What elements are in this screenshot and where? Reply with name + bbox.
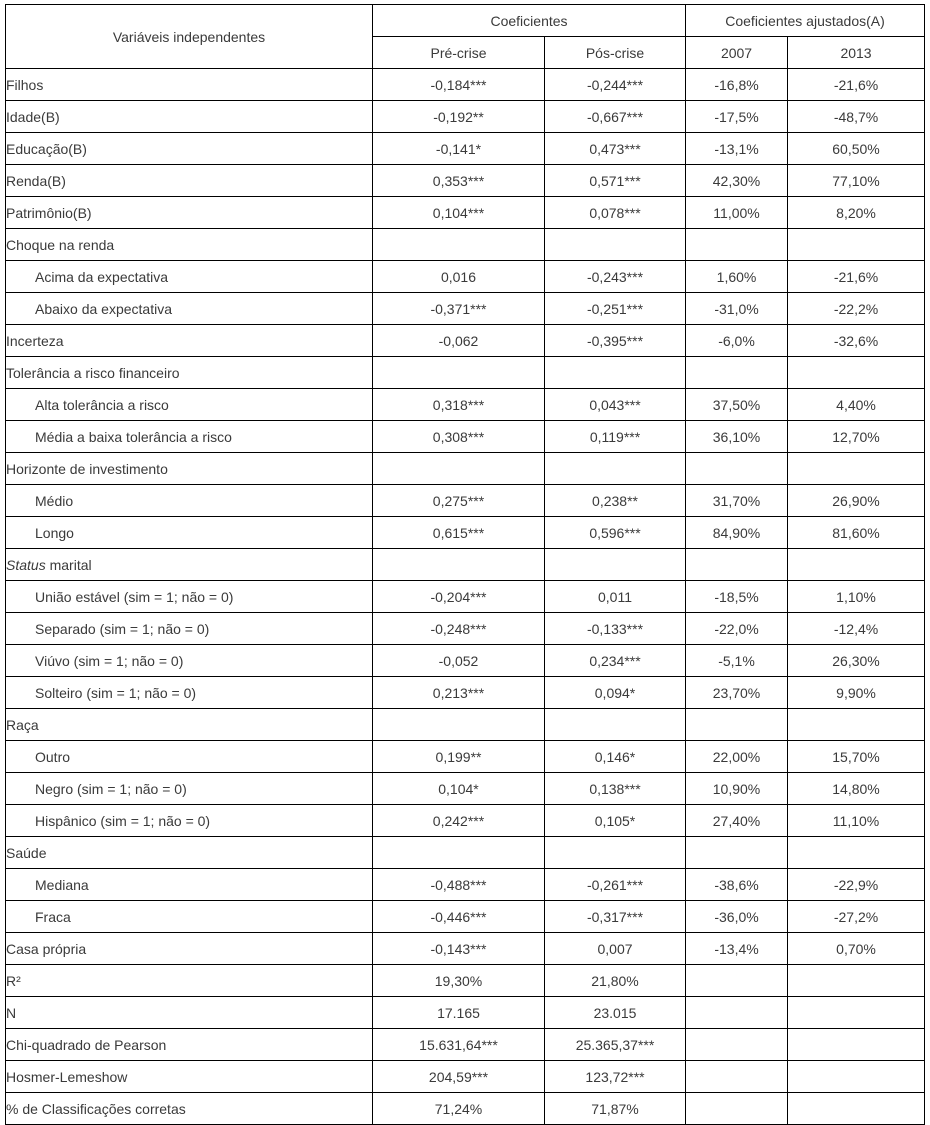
table-row bbox=[6, 997, 925, 1029]
pre-crise-value-cell bbox=[373, 709, 545, 741]
pos-crise-value-cell bbox=[545, 229, 686, 261]
pre-crise-value-cell: -0,446*** bbox=[373, 901, 545, 933]
pre-crise-value-cell bbox=[373, 229, 545, 261]
table-row bbox=[6, 1093, 925, 1125]
variable-label: Viúvo (sim = 1; não = 0) bbox=[35, 652, 184, 669]
adjusted-2007-value-cell: -5,1% bbox=[686, 645, 788, 677]
table-row bbox=[6, 613, 925, 645]
header-group-coeficientes: Coeficientes bbox=[373, 5, 686, 37]
adjusted-2013-value-cell bbox=[788, 965, 925, 997]
adjusted-2013-value-cell bbox=[788, 1029, 925, 1061]
pos-crise-value-cell: 71,87% bbox=[545, 1093, 686, 1125]
pos-crise-value-cell bbox=[545, 549, 686, 581]
adjusted-2013-value-cell: -12,4% bbox=[788, 613, 925, 645]
variable-label-cell bbox=[6, 805, 373, 837]
variable-label: Solteiro (sim = 1; não = 0) bbox=[35, 684, 197, 701]
table-row bbox=[6, 133, 925, 165]
variable-label: Choque na renda bbox=[6, 236, 115, 253]
adjusted-2013-value-cell: 60,50% bbox=[788, 133, 925, 165]
variable-label-cell bbox=[6, 1029, 373, 1061]
variable-label: União estável (sim = 1; não = 0) bbox=[35, 588, 234, 605]
adjusted-2013-value-cell: 4,40% bbox=[788, 389, 925, 421]
header-2007: 2007 bbox=[686, 37, 788, 69]
variable-label: Mediana bbox=[35, 876, 89, 893]
adjusted-2007-value-cell: 27,40% bbox=[686, 805, 788, 837]
pre-crise-value-cell: 0,308*** bbox=[373, 421, 545, 453]
adjusted-2007-value-cell bbox=[686, 229, 788, 261]
variable-label: Filhos bbox=[6, 76, 44, 93]
pre-crise-value-cell: 71,24% bbox=[373, 1093, 545, 1125]
pos-crise-value-cell: -0,261*** bbox=[545, 869, 686, 901]
pos-crise-value-cell: -0,251*** bbox=[545, 293, 686, 325]
variable-label: % de Classificações corretas bbox=[6, 1100, 186, 1117]
variable-label-cell bbox=[6, 613, 373, 645]
pre-crise-value-cell bbox=[373, 549, 545, 581]
adjusted-2013-value-cell: -21,6% bbox=[788, 261, 925, 293]
header-variaveis-independentes: Variáveis independentes bbox=[6, 5, 373, 69]
pre-crise-value-cell: 0,104* bbox=[373, 773, 545, 805]
variable-label: Tolerância a risco financeiro bbox=[6, 364, 180, 381]
pos-crise-value-cell: 0,571*** bbox=[545, 165, 686, 197]
regression-results-table bbox=[5, 4, 925, 1125]
table-row bbox=[6, 1061, 925, 1093]
variable-label-cell bbox=[6, 101, 373, 133]
adjusted-2007-value-cell: 42,30% bbox=[686, 165, 788, 197]
pre-crise-value-cell: 0,016 bbox=[373, 261, 545, 293]
variable-label-cell bbox=[6, 933, 373, 965]
variable-label: Chi-quadrado de Pearson bbox=[6, 1036, 167, 1053]
pre-crise-value-cell: 0,213*** bbox=[373, 677, 545, 709]
adjusted-2007-value-cell: -38,6% bbox=[686, 869, 788, 901]
adjusted-2007-value-cell: 1,60% bbox=[686, 261, 788, 293]
table-row bbox=[6, 581, 925, 613]
pre-crise-value-cell: -0,052 bbox=[373, 645, 545, 677]
pre-crise-value-cell: 0,242*** bbox=[373, 805, 545, 837]
pos-crise-value-cell: 0,146* bbox=[545, 741, 686, 773]
adjusted-2013-value-cell: 12,70% bbox=[788, 421, 925, 453]
adjusted-2007-value-cell bbox=[686, 1093, 788, 1125]
adjusted-2013-value-cell: 77,10% bbox=[788, 165, 925, 197]
variable-label: Outro bbox=[35, 748, 71, 765]
pos-crise-value-cell: -0,395*** bbox=[545, 325, 686, 357]
table-row bbox=[6, 965, 925, 997]
variable-label-cell bbox=[6, 293, 373, 325]
table-row bbox=[6, 933, 925, 965]
pre-crise-value-cell: 0,353*** bbox=[373, 165, 545, 197]
table-row bbox=[6, 325, 925, 357]
variable-label-cell bbox=[6, 517, 373, 549]
pos-crise-value-cell: 0,007 bbox=[545, 933, 686, 965]
variable-label-cell bbox=[6, 549, 373, 581]
adjusted-2013-value-cell: 81,60% bbox=[788, 517, 925, 549]
variable-label: Incerteza bbox=[6, 332, 64, 349]
variable-label-cell bbox=[6, 261, 373, 293]
adjusted-2007-value-cell: 84,90% bbox=[686, 517, 788, 549]
table-row bbox=[6, 741, 925, 773]
table-row bbox=[6, 69, 925, 101]
adjusted-2013-value-cell bbox=[788, 229, 925, 261]
table-row bbox=[6, 869, 925, 901]
adjusted-2013-value-cell: 9,90% bbox=[788, 677, 925, 709]
pre-crise-value-cell: 0,199** bbox=[373, 741, 545, 773]
adjusted-2007-value-cell: 11,00% bbox=[686, 197, 788, 229]
pos-crise-value-cell: 0,078*** bbox=[545, 197, 686, 229]
table-row bbox=[6, 837, 925, 869]
table-row bbox=[6, 773, 925, 805]
adjusted-2013-value-cell: 1,10% bbox=[788, 581, 925, 613]
pos-crise-value-cell: 0,011 bbox=[545, 581, 686, 613]
variable-label-cell bbox=[6, 581, 373, 613]
adjusted-2007-value-cell: -17,5% bbox=[686, 101, 788, 133]
adjusted-2007-value-cell bbox=[686, 709, 788, 741]
adjusted-2013-value-cell bbox=[788, 549, 925, 581]
table-row bbox=[6, 101, 925, 133]
adjusted-2007-value-cell bbox=[686, 1061, 788, 1093]
pos-crise-value-cell bbox=[545, 357, 686, 389]
pre-crise-value-cell: 15.631,64*** bbox=[373, 1029, 545, 1061]
pre-crise-value-cell: -0,248*** bbox=[373, 613, 545, 645]
adjusted-2013-value-cell bbox=[788, 453, 925, 485]
pre-crise-value-cell bbox=[373, 837, 545, 869]
pre-crise-value-cell: 19,30% bbox=[373, 965, 545, 997]
variable-label-cell bbox=[6, 741, 373, 773]
variable-label: Educação(B) bbox=[6, 140, 87, 157]
adjusted-2013-value-cell: -27,2% bbox=[788, 901, 925, 933]
pos-crise-value-cell: -0,243*** bbox=[545, 261, 686, 293]
pos-crise-value-cell: -0,133*** bbox=[545, 613, 686, 645]
adjusted-2007-value-cell: -18,5% bbox=[686, 581, 788, 613]
adjusted-2013-value-cell: -32,6% bbox=[788, 325, 925, 357]
adjusted-2013-value-cell bbox=[788, 1093, 925, 1125]
pos-crise-value-cell: 0,094* bbox=[545, 677, 686, 709]
header-pre-crise: Pré-crise bbox=[373, 37, 545, 69]
adjusted-2007-value-cell: -36,0% bbox=[686, 901, 788, 933]
adjusted-2007-value-cell: -31,0% bbox=[686, 293, 788, 325]
pos-crise-value-cell: 0,234*** bbox=[545, 645, 686, 677]
table-row bbox=[6, 453, 925, 485]
adjusted-2007-value-cell bbox=[686, 549, 788, 581]
table-row bbox=[6, 1029, 925, 1061]
pos-crise-value-cell: 0,238** bbox=[545, 485, 686, 517]
table-row bbox=[6, 517, 925, 549]
variable-label: Média a baixa tolerância a risco bbox=[35, 428, 232, 445]
pre-crise-value-cell: -0,184*** bbox=[373, 69, 545, 101]
variable-label-cell bbox=[6, 453, 373, 485]
adjusted-2013-value-cell: 15,70% bbox=[788, 741, 925, 773]
table-row bbox=[6, 293, 925, 325]
adjusted-2007-value-cell: -13,4% bbox=[686, 933, 788, 965]
table-row bbox=[6, 805, 925, 837]
variable-label-cell bbox=[6, 357, 373, 389]
adjusted-2013-value-cell: -22,2% bbox=[788, 293, 925, 325]
pos-crise-value-cell: 21,80% bbox=[545, 965, 686, 997]
adjusted-2013-value-cell: -21,6% bbox=[788, 69, 925, 101]
adjusted-2013-value-cell: 14,80% bbox=[788, 773, 925, 805]
table-row bbox=[6, 709, 925, 741]
pre-crise-value-cell: -0,204*** bbox=[373, 581, 545, 613]
adjusted-2007-value-cell bbox=[686, 965, 788, 997]
pos-crise-value-cell: -0,667*** bbox=[545, 101, 686, 133]
pos-crise-value-cell: 0,043*** bbox=[545, 389, 686, 421]
table-row bbox=[6, 485, 925, 517]
adjusted-2007-value-cell bbox=[686, 1029, 788, 1061]
adjusted-2007-value-cell bbox=[686, 837, 788, 869]
variable-label-cell bbox=[6, 997, 373, 1029]
variable-label: Fraca bbox=[35, 908, 71, 925]
adjusted-2007-value-cell: 37,50% bbox=[686, 389, 788, 421]
variable-label: Hispânico (sim = 1; não = 0) bbox=[35, 812, 211, 829]
variable-label-cell bbox=[6, 389, 373, 421]
pos-crise-value-cell bbox=[545, 453, 686, 485]
adjusted-2013-value-cell: -48,7% bbox=[788, 101, 925, 133]
variable-label: Renda(B) bbox=[6, 172, 66, 189]
header-group-coeficientes-ajustados: Coeficientes ajustados(A) bbox=[686, 5, 925, 37]
adjusted-2007-value-cell: 36,10% bbox=[686, 421, 788, 453]
table-row bbox=[6, 549, 925, 581]
variable-label: R² bbox=[6, 972, 21, 989]
variable-label-cell bbox=[6, 773, 373, 805]
table-row bbox=[6, 165, 925, 197]
table-row bbox=[6, 645, 925, 677]
adjusted-2013-value-cell bbox=[788, 1061, 925, 1093]
adjusted-2007-value-cell bbox=[686, 357, 788, 389]
adjusted-2013-value-cell: 26,30% bbox=[788, 645, 925, 677]
pre-crise-value-cell: 0,318*** bbox=[373, 389, 545, 421]
variable-label-cell bbox=[6, 133, 373, 165]
table-body bbox=[6, 69, 925, 1125]
variable-label: Horizonte de investimento bbox=[6, 460, 168, 477]
adjusted-2007-value-cell: 23,70% bbox=[686, 677, 788, 709]
table-row bbox=[6, 229, 925, 261]
adjusted-2007-value-cell: -22,0% bbox=[686, 613, 788, 645]
variable-label-cell bbox=[6, 1093, 373, 1125]
variable-label: Casa própria bbox=[6, 940, 87, 957]
variable-label: Separado (sim = 1; não = 0) bbox=[35, 620, 210, 637]
pre-crise-value-cell bbox=[373, 453, 545, 485]
adjusted-2013-value-cell: 26,90% bbox=[788, 485, 925, 517]
variable-label-cell bbox=[6, 1061, 373, 1093]
adjusted-2013-value-cell bbox=[788, 997, 925, 1029]
variable-label: N bbox=[6, 1004, 17, 1021]
pre-crise-value-cell bbox=[373, 357, 545, 389]
pre-crise-value-cell: -0,192** bbox=[373, 101, 545, 133]
pre-crise-value-cell: -0,488*** bbox=[373, 869, 545, 901]
table-row bbox=[6, 261, 925, 293]
variable-label: Negro (sim = 1; não = 0) bbox=[35, 780, 187, 797]
pos-crise-value-cell: 123,72*** bbox=[545, 1061, 686, 1093]
adjusted-2007-value-cell: 10,90% bbox=[686, 773, 788, 805]
pre-crise-value-cell: 204,59*** bbox=[373, 1061, 545, 1093]
adjusted-2013-value-cell: 11,10% bbox=[788, 805, 925, 837]
pos-crise-value-cell: -0,244*** bbox=[545, 69, 686, 101]
variable-label-cell bbox=[6, 197, 373, 229]
pos-crise-value-cell: 0,105* bbox=[545, 805, 686, 837]
variable-label: Saúde bbox=[6, 844, 47, 861]
header-2013: 2013 bbox=[788, 37, 925, 69]
adjusted-2013-value-cell bbox=[788, 837, 925, 869]
pos-crise-value-cell bbox=[545, 709, 686, 741]
variable-label-cell bbox=[6, 645, 373, 677]
variable-label-italic: Status bbox=[6, 556, 46, 573]
adjusted-2007-value-cell: -16,8% bbox=[686, 69, 788, 101]
pos-crise-value-cell: 0,138*** bbox=[545, 773, 686, 805]
pre-crise-value-cell: -0,371*** bbox=[373, 293, 545, 325]
adjusted-2007-value-cell bbox=[686, 453, 788, 485]
pre-crise-value-cell: -0,141* bbox=[373, 133, 545, 165]
pos-crise-value-cell bbox=[545, 837, 686, 869]
pos-crise-value-cell: 0,473*** bbox=[545, 133, 686, 165]
variable-label-cell bbox=[6, 485, 373, 517]
variable-label: Acima da expectativa bbox=[35, 268, 169, 285]
adjusted-2007-value-cell: 22,00% bbox=[686, 741, 788, 773]
adjusted-2007-value-cell bbox=[686, 997, 788, 1029]
variable-label: marital bbox=[45, 556, 92, 573]
table-row bbox=[6, 197, 925, 229]
variable-label-cell bbox=[6, 869, 373, 901]
header-pos-crise: Pós-crise bbox=[545, 37, 686, 69]
table-row bbox=[6, 677, 925, 709]
variable-label-cell bbox=[6, 69, 373, 101]
variable-label-cell bbox=[6, 901, 373, 933]
variable-label-cell bbox=[6, 229, 373, 261]
variable-label-cell bbox=[6, 677, 373, 709]
header-row-groups bbox=[6, 5, 925, 37]
table-row bbox=[6, 421, 925, 453]
table-row bbox=[6, 901, 925, 933]
pre-crise-value-cell: 0,615*** bbox=[373, 517, 545, 549]
pos-crise-value-cell: 23.015 bbox=[545, 997, 686, 1029]
variable-label-cell bbox=[6, 421, 373, 453]
adjusted-2007-value-cell: 31,70% bbox=[686, 485, 788, 517]
variable-label: Idade(B) bbox=[6, 108, 60, 125]
adjusted-2013-value-cell: 8,20% bbox=[788, 197, 925, 229]
variable-label: Médio bbox=[35, 492, 74, 509]
adjusted-2013-value-cell: -22,9% bbox=[788, 869, 925, 901]
pre-crise-value-cell: -0,062 bbox=[373, 325, 545, 357]
variable-label: Abaixo da expectativa bbox=[35, 300, 172, 317]
variable-label-cell bbox=[6, 837, 373, 869]
variable-label: Alta tolerância a risco bbox=[35, 396, 169, 413]
variable-label: Patrimônio(B) bbox=[6, 204, 92, 221]
table-row bbox=[6, 389, 925, 421]
pre-crise-value-cell: 0,104*** bbox=[373, 197, 545, 229]
variable-label-cell bbox=[6, 325, 373, 357]
table-row bbox=[6, 357, 925, 389]
pre-crise-value-cell: -0,143*** bbox=[373, 933, 545, 965]
variable-label-cell bbox=[6, 965, 373, 997]
variable-label-cell bbox=[6, 165, 373, 197]
pre-crise-value-cell: 0,275*** bbox=[373, 485, 545, 517]
adjusted-2007-value-cell: -13,1% bbox=[686, 133, 788, 165]
adjusted-2013-value-cell: 0,70% bbox=[788, 933, 925, 965]
adjusted-2007-value-cell: -6,0% bbox=[686, 325, 788, 357]
adjusted-2013-value-cell bbox=[788, 709, 925, 741]
variable-label: Longo bbox=[35, 524, 74, 541]
pos-crise-value-cell: -0,317*** bbox=[545, 901, 686, 933]
pre-crise-value-cell: 17.165 bbox=[373, 997, 545, 1029]
variable-label: Hosmer-Lemeshow bbox=[6, 1068, 128, 1085]
pos-crise-value-cell: 25.365,37*** bbox=[545, 1029, 686, 1061]
adjusted-2013-value-cell bbox=[788, 357, 925, 389]
variable-label-cell bbox=[6, 709, 373, 741]
variable-label: Raça bbox=[6, 716, 39, 733]
pos-crise-value-cell: 0,119*** bbox=[545, 421, 686, 453]
pos-crise-value-cell: 0,596*** bbox=[545, 517, 686, 549]
